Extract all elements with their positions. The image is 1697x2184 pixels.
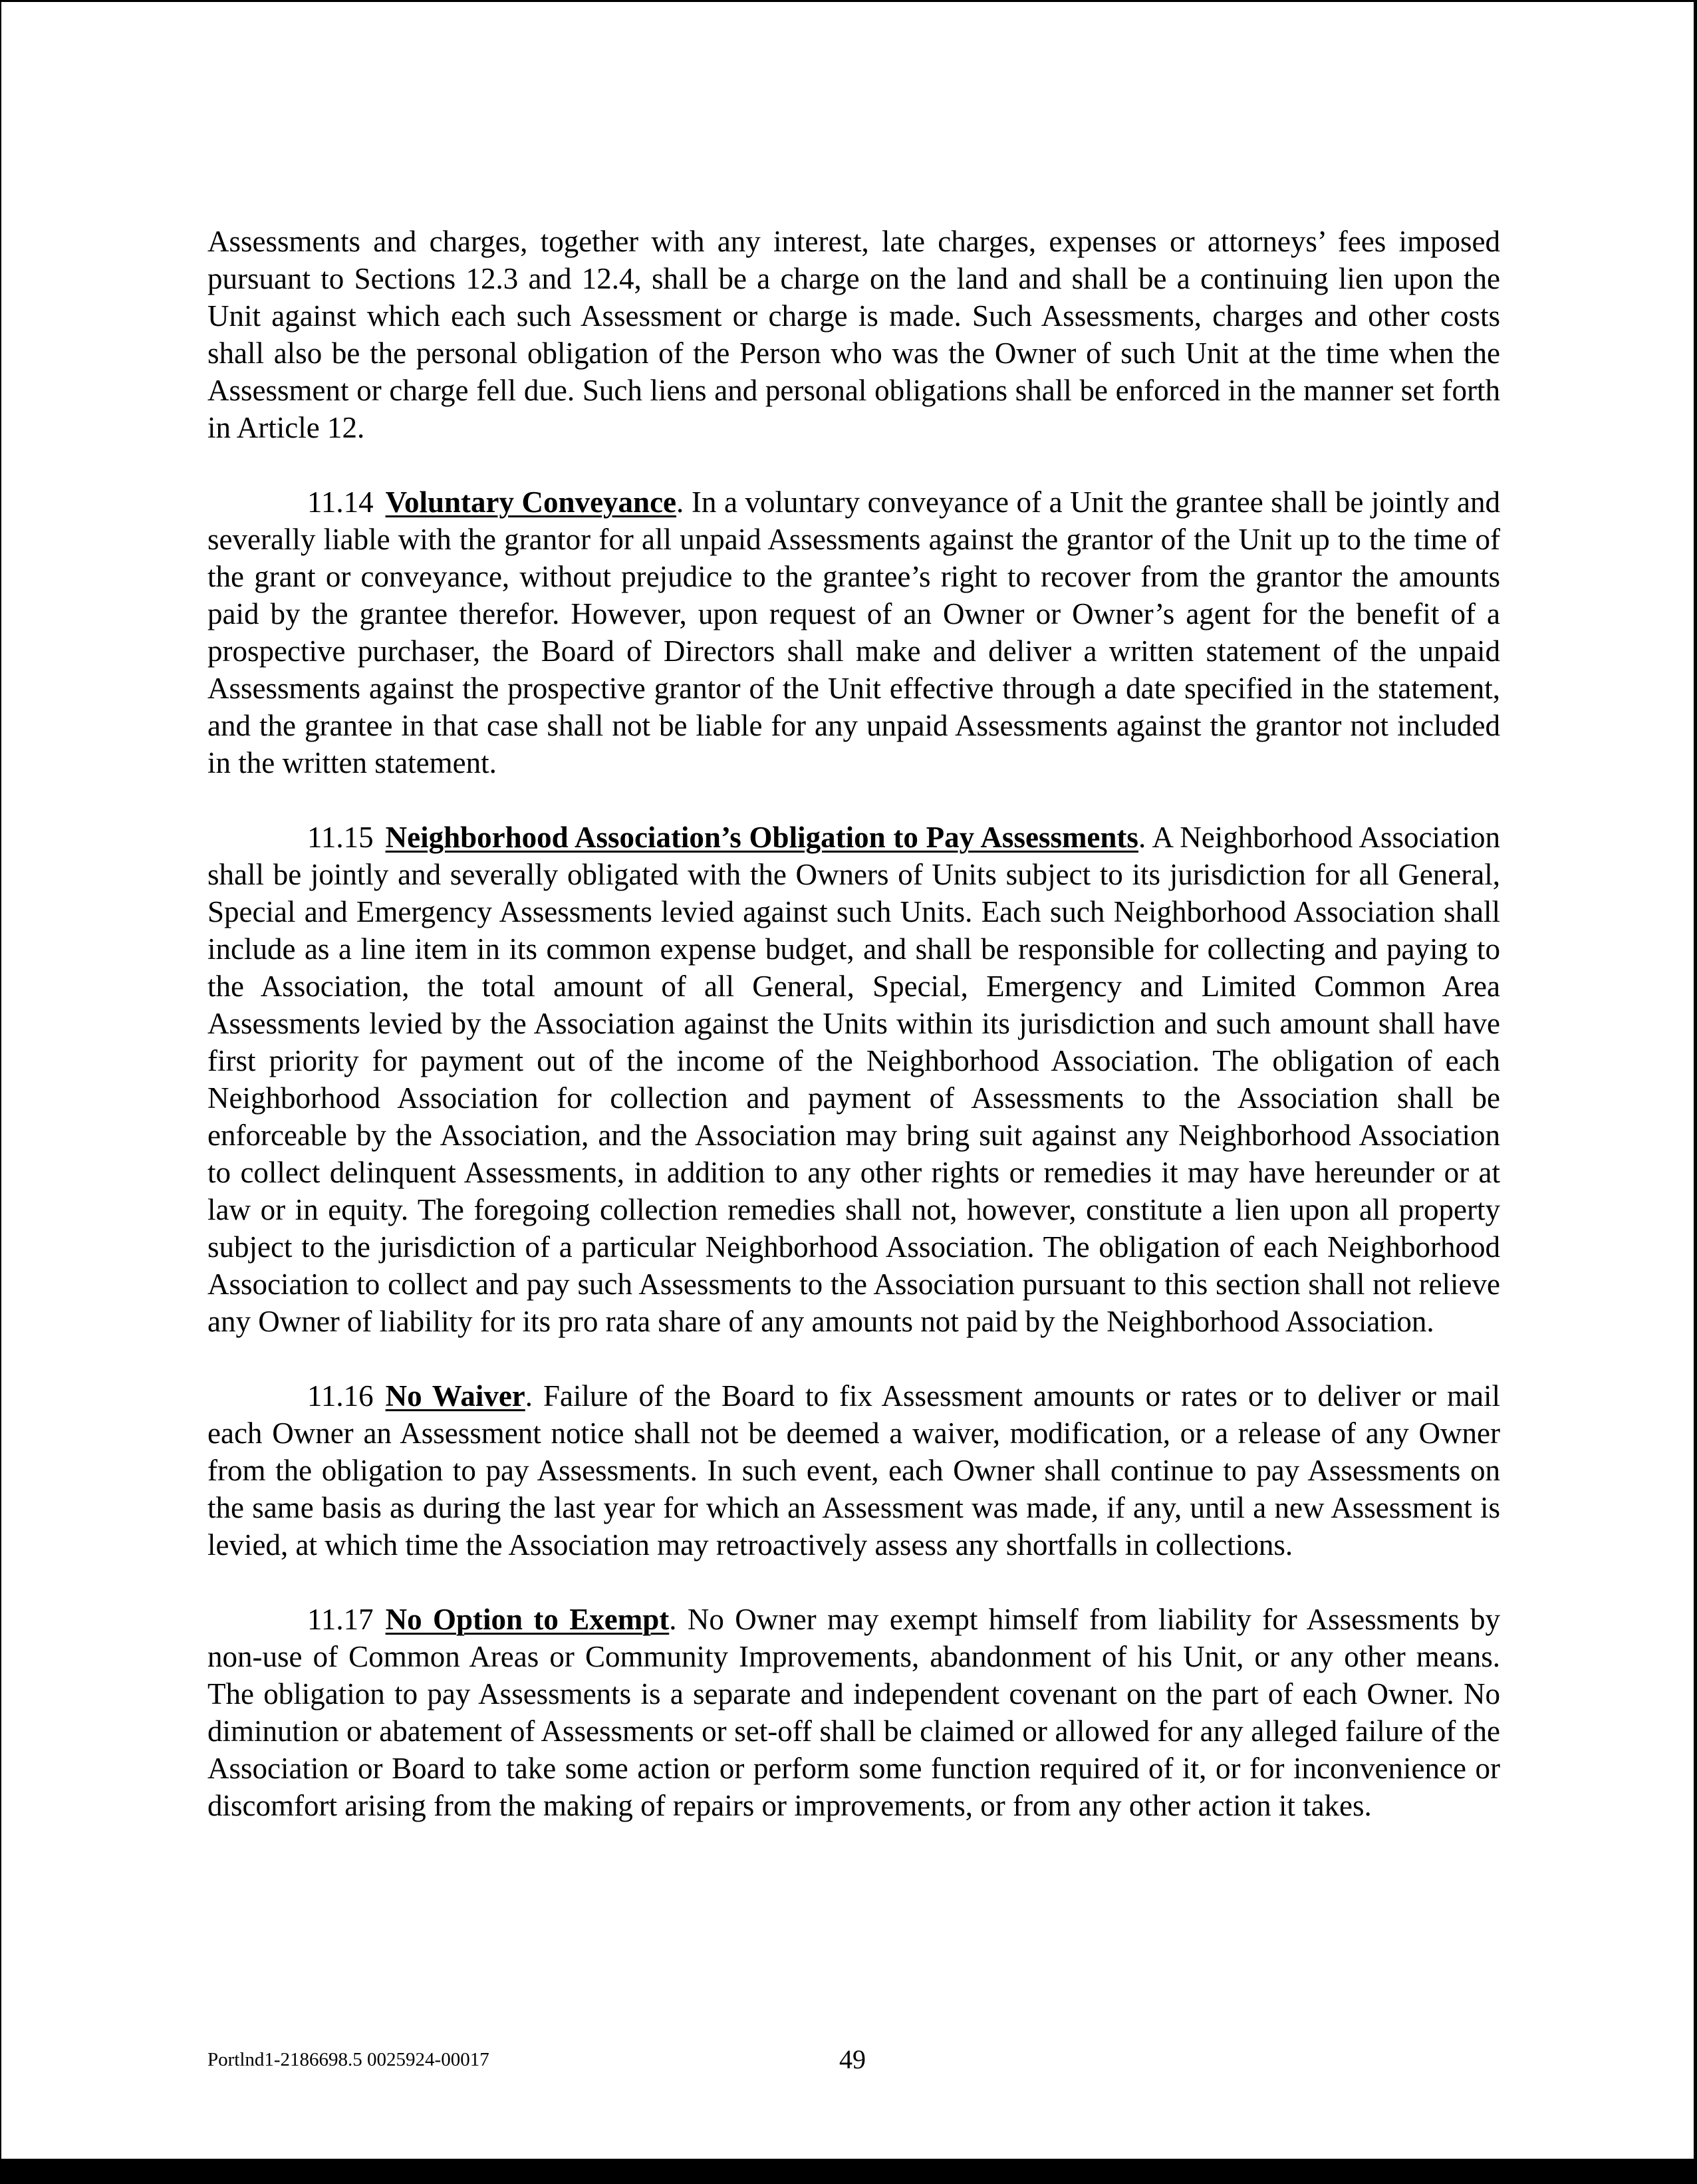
section-number: 11.14 bbox=[307, 485, 374, 519]
section-heading: Neighborhood Association’s Obligation to Pay Assessments bbox=[385, 821, 1138, 854]
section-text: . In a voluntary conveyance of a Unit the grantee shall be jointly and severally liable with the grantor for all unpaid Assessments against the grantor of the Unit up to the time of the grant or conveyance, without prejudice to the grantee’s right to recover from the grantor the amounts paid by the grantee therefor. However, upon request of an Owner or Owner’s agent for the benefit of a prospective purchaser, the Board of Directors shall make and deliver a written statement of the unpaid Assessments against the prospective grantor of the Unit effective through a date specified in the statement, and the grantee in that case shall not be liable for any unpaid Assessments against the grantor not included in the written statement. bbox=[207, 485, 1501, 779]
paragraph-intro bbox=[207, 223, 1500, 446]
section-number: 11.15 bbox=[307, 821, 374, 854]
section-text: . A Neighborhood Association shall be jointly and severally obligated with the Owners of Units subject to its jurisdiction for all General, Special and Emergency Assessments levied against such Units. Each such Neighborhood Association shall include as a line item in its common expense budget, and shall be responsible for collecting and paying to the Association, the total amount of all General, Special, Emergency and Limited Common Area Assessments levied by the Association against the Units within its jurisdiction and such amount shall have first priority for payment out of the income of the Neighborhood Association. The obligation of each Neighborhood Association for collection and payment of Assessments to the Association shall be enforceable by the Association, and the Association may bring suit against any Neighborhood Association to collect delinquent Assessments, in addition to any other rights or remedies it may have hereunder or at law or in equity. The foregoing collection remedies shall not, however, constitute a lien upon all property subject to the jurisdiction of a particular Neighborhood Association. The obligation of each Neighborhood Association to collect and pay such Assessments to the Association pursuant to this section shall not relieve any Owner of liability for its pro rata share of any amounts not paid by the Neighborhood Association. bbox=[207, 821, 1501, 1338]
document-body bbox=[207, 223, 1500, 1861]
section-heading: No Waiver bbox=[385, 1379, 525, 1413]
section-11-16 bbox=[207, 1377, 1500, 1564]
page-number: 49 bbox=[839, 2044, 866, 2074]
paragraph-intro-text: Assessments and charges, together with any interest, late charges, expenses or attorneys’ fees imposed pursuant to Sections 12.3 and 12.4, shall be a charge on the land and shall be a continuing lien upon the Unit against which each such Assessment or charge is made. Such Assessments, charges and other costs shall also be the personal obligation of the Person who was the Owner of such Unit at the time when the Assessment or charge fell due. Such liens and personal obligations shall be enforced in the manner set forth in Article 12. bbox=[207, 225, 1500, 444]
scan-border-bottom bbox=[0, 2159, 1697, 2184]
section-text: . No Owner may exempt himself from liability for Assessments by non-use of Common Areas or Community Improvements, abandonment of his Unit, or any other means. The obligation to pay Assessments is a separate and independent covenant on the part of each Owner. No diminution or abatement of Assessments or set-off shall be claimed or allowed for any alleged failure of the Association or Board to take some action or perform some function required of it, or for inconvenience or discomfort arising from the making of repairs or improvements, or from any other action it takes. bbox=[207, 1603, 1500, 1822]
section-heading: No Option to Exempt bbox=[385, 1603, 670, 1636]
document-id-footer: Portlnd1-2186698.5 0025924-00017 bbox=[207, 2049, 489, 2070]
section-11-15 bbox=[207, 819, 1500, 1340]
section-11-17 bbox=[207, 1601, 1500, 1824]
section-11-14 bbox=[207, 483, 1500, 781]
section-text: . Failure of the Board to fix Assessment amounts or rates or to deliver or mail each Owner an Assessment notice shall not be deemed a waiver, modification, or a release of any Owner from the obligation to pay Assessments. In such event, each Owner shall continue to pay Assessments on the same basis as during the last year for which an Assessment was made, if any, until a new Assessment is levied, at which time the Association may retroactively assess any shortfalls in collections. bbox=[207, 1379, 1500, 1562]
section-number: 11.16 bbox=[307, 1379, 374, 1413]
section-heading: Voluntary Conveyance bbox=[385, 485, 677, 519]
section-number: 11.17 bbox=[307, 1603, 374, 1636]
